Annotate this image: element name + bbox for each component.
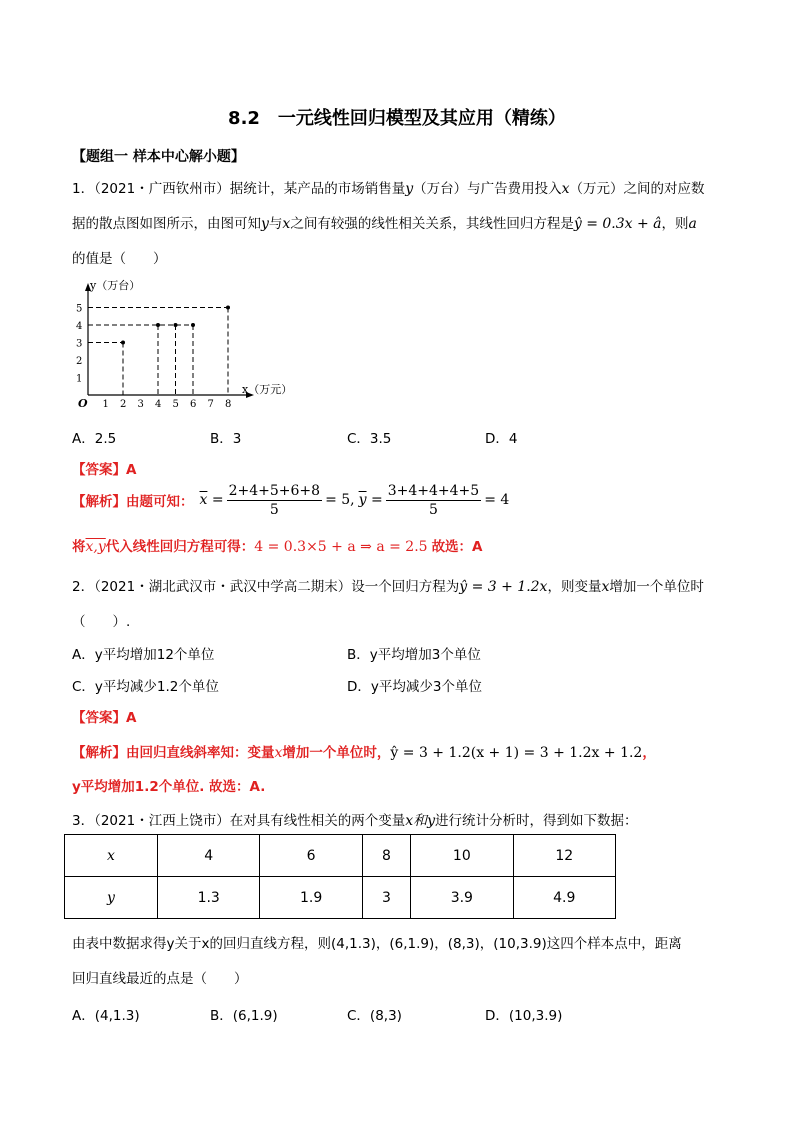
q2-option-a[interactable]: A．y平均增加12个单位	[72, 647, 215, 663]
table-cell: 1.9	[260, 877, 362, 919]
q1-option-b[interactable]: B．3	[210, 431, 242, 447]
table-cell: 1.3	[158, 877, 260, 919]
table-row	[65, 835, 616, 877]
q1-substitution: 将x,y代入线性回归方程可得：4 = 0.3×5 + a ⇒ a = 2.5 故选：A	[72, 539, 483, 555]
q1-stem-line3: 的值是（ ）	[72, 251, 167, 267]
q2-option-c[interactable]: C．y平均减少1.2个单位	[72, 679, 219, 695]
q1-regression-equation: ŷ = 0.3x + â	[573, 216, 662, 232]
table-cell: 8	[362, 835, 410, 877]
y-tick-label: 4	[76, 321, 83, 332]
x-tick-label: 5	[172, 399, 179, 410]
table-cell: 4.9	[513, 877, 615, 919]
q1-answer: 【答案】A	[72, 462, 137, 478]
table-cell: 4	[158, 835, 260, 877]
x-tick-label: 8	[225, 399, 232, 410]
table-cell: 10	[411, 835, 513, 877]
x-tick-label: 1	[102, 399, 109, 410]
y-tick-label: 3	[76, 338, 83, 350]
table-cell: 3.9	[411, 877, 513, 919]
y-tick-label: 2	[76, 356, 83, 367]
table-cell: 3	[362, 877, 410, 919]
q1-option-c[interactable]: C．3.5	[347, 431, 392, 447]
q3-stem-line3: 回归直线最近的点是（ ）	[72, 971, 248, 987]
scatter-point	[191, 323, 195, 327]
q2-analysis-line2: y平均增加1.2个单位. 故选：A.	[72, 779, 266, 795]
table-cell: 6	[260, 835, 362, 877]
table-cell: x	[65, 835, 158, 877]
x-tick-label: 2	[120, 399, 127, 410]
q1-option-a[interactable]: A．2.5	[72, 431, 117, 447]
q1-scatter-chart	[70, 275, 300, 415]
x-tick-label: 4	[155, 399, 162, 410]
q2-option-b[interactable]: B．y平均增加3个单位	[347, 647, 481, 663]
table-row	[65, 877, 616, 919]
x-tick-label: 3	[137, 399, 144, 410]
q2-stem-line2: （ ）.	[72, 614, 131, 630]
x-tick-label: 6	[190, 399, 197, 410]
q2-analysis: 【解析】由回归直线斜率知：变量x增加一个单位时，ŷ = 3 + 1.2(x + 1) = 3 + 1.2x + 1.2，	[72, 745, 656, 761]
table-cell: y	[65, 877, 158, 919]
q3-stem-line1: 3．（2021・江西上饶市）在对具有线性相关的两个变量x和y进行统计分析时，得到如下数据：	[72, 813, 638, 829]
x-axis-label: x（万元）	[242, 383, 293, 396]
q2-answer: 【答案】A	[72, 710, 137, 726]
y-tick-label: 1	[76, 373, 83, 385]
y-tick-labels	[76, 304, 82, 385]
scatter-point	[121, 341, 125, 345]
q3-option-a[interactable]: A．(4,1.3)	[72, 1008, 140, 1024]
scatter-point	[226, 306, 230, 310]
section-heading: 【题组一 样本中心解小题】	[72, 149, 245, 165]
q1-stem-line2: 据的散点图如图所示，由图可知y与x之间有较强的线性相关关系，其线性回归方程是ŷ = 0.3x + â，则a	[72, 216, 697, 232]
x-tick-labels	[103, 399, 232, 410]
q2-stem-line1: 2．（2021・湖北武汉市・武汉中学高二期末）设一个回归方程为ŷ = 3 + 1.2x，则变量x增加一个单位时	[72, 579, 704, 595]
scatter-points	[88, 306, 230, 396]
q1-option-d[interactable]: D．4	[485, 431, 518, 447]
q2-option-d[interactable]: D．y平均减少3个单位	[347, 679, 482, 695]
q3-option-d[interactable]: D．(10,3.9)	[485, 1008, 563, 1024]
q3-option-b[interactable]: B．(6,1.9)	[210, 1008, 278, 1024]
q3-stem-line2: 由表中数据求得y关于x的回归直线方程，则(4,1.3)，(6,1.9)，(8,3)，(10,3.9)这四个样本点中，距离	[72, 936, 682, 952]
origin-label: O	[78, 397, 88, 410]
q3-data-table	[64, 834, 616, 919]
table-cell: 12	[513, 835, 615, 877]
y-tick-label: 5	[76, 303, 83, 315]
q1-analysis: 【解析】 由题可知： $\overline{x}$ = $\frac{2+4+5+6+8}{5}$ = 5, $\overline{y}$ = $\frac{3+4+4+4+5}{5}$ = 4	[72, 482, 510, 518]
page-title: 8.2 一元线性回归模型及其应用（精练）	[228, 108, 566, 129]
q3-option-c[interactable]: C．(8,3)	[347, 1008, 402, 1024]
x-tick-label: 7	[207, 399, 214, 410]
y-axis-label: y（万台）	[90, 279, 141, 292]
q1-stem-line1: 1．（2021・广西钦州市）据统计，某产品的市场销售量y（万台）与广告费用投入x（万元）之间的对应数	[72, 181, 705, 197]
